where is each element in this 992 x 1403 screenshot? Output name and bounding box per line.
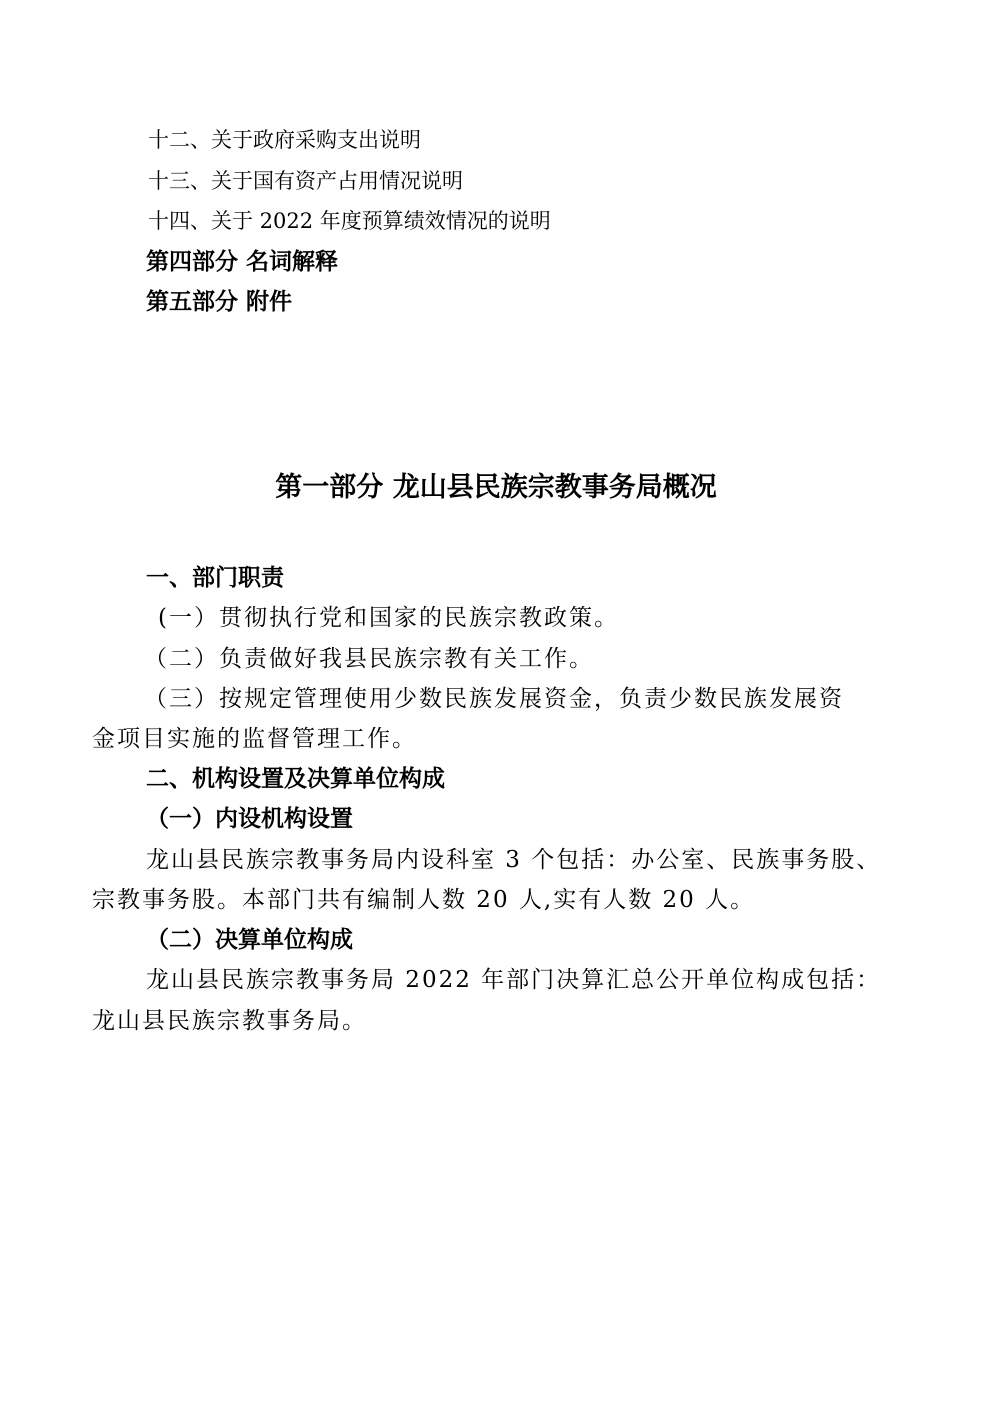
toc-part-5: 第五部分 附件 — [146, 289, 293, 315]
internal-text-line-1: 龙山县民族宗教事务局内设科室 3 个包括：办公室、民族事务股、 — [146, 847, 882, 873]
page-title: 第一部分 龙山县民族宗教事务局概况 — [275, 472, 717, 503]
duty-item-1: (一）贯彻执行党和国家的民族宗教政策。 — [158, 605, 619, 631]
subsection-heading-internal: （一）内设机构设置 — [146, 806, 353, 832]
duty-item-3-line-1: （三）按规定管理使用少数民族发展资金，负责少数民族发展资 — [144, 686, 844, 712]
subsection-heading-units: （二）决算单位构成 — [146, 927, 353, 953]
section-heading-structure: 二、机构设置及决算单位构成 — [146, 766, 445, 792]
duty-item-3-line-2: 金项目实施的监督管理工作。 — [92, 726, 417, 752]
toc-item-12: 十二、关于政府采购支出说明 — [148, 128, 421, 152]
internal-text-line-2: 宗教事务股。本部门共有编制人数 20 人,实有人数 20 人。 — [92, 887, 756, 913]
section-heading-duties: 一、部门职责 — [146, 565, 284, 591]
toc-item-13: 十三、关于国有资产占用情况说明 — [148, 169, 463, 193]
units-text-line-1: 龙山县民族宗教事务局 2022 年部门决算汇总公开单位构成包括： — [146, 967, 882, 993]
toc-part-4: 第四部分 名词解释 — [146, 249, 339, 275]
toc-item-14: 十四、关于 2022 年度预算绩效情况的说明 — [148, 209, 551, 233]
duty-item-2: （二）负责做好我县民族宗教有关工作。 — [144, 646, 594, 672]
units-text-line-2: 龙山县民族宗教事务局。 — [92, 1008, 367, 1034]
